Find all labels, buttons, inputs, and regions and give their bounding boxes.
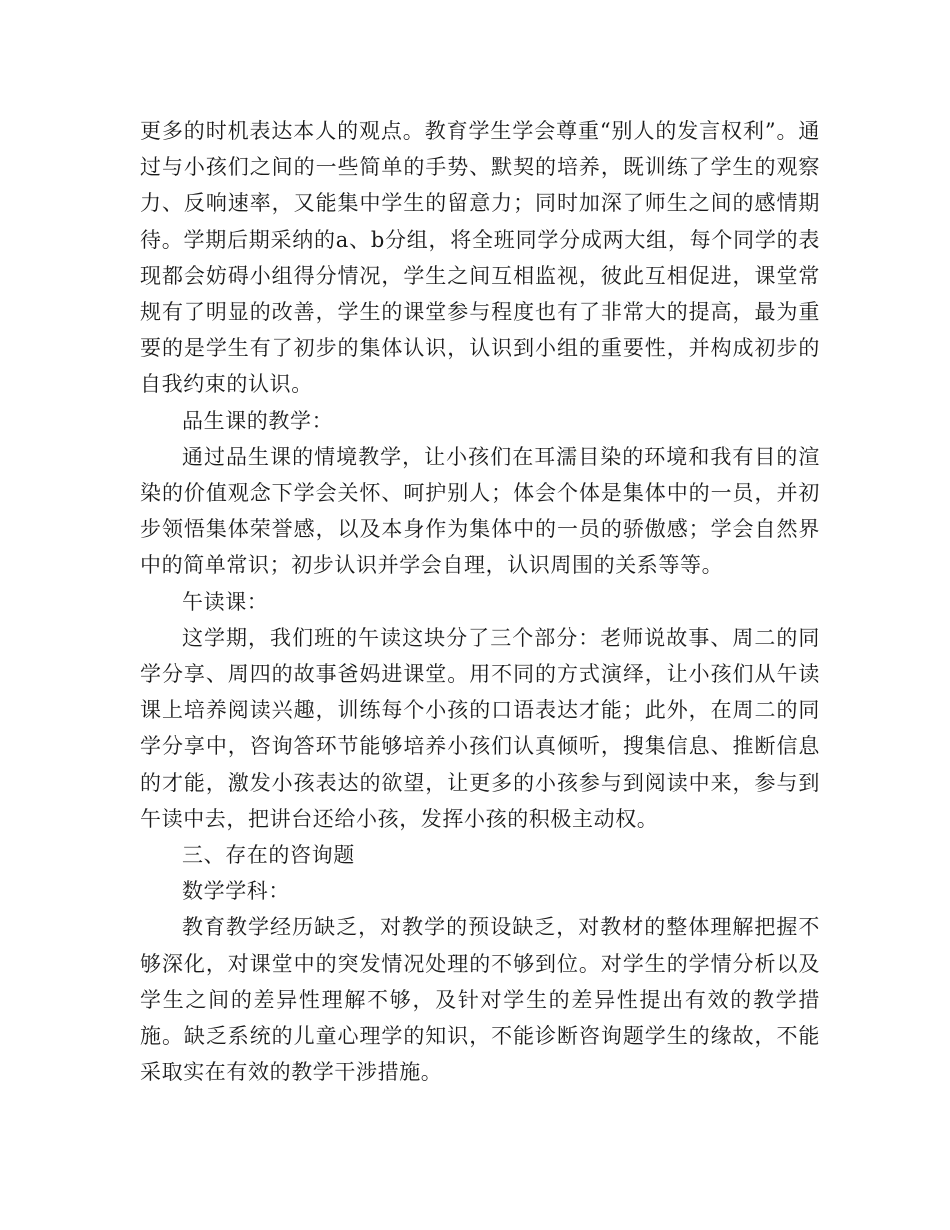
paragraph-noon-reading: 这学期，我们班的午读这块分了三个部分：老师说故事、周二的同学分享、周四的故事爸妈进课堂。用不同的方式演绎，让小孩们从午读课上培养阅读兴趣，训练每个小孩的口语表达才能；此外，在周二的同学分享中，咨询答环节能够培养小孩们认真倾听，搜集信息、推断信息的才能，激发小孩表达的欲望，让更多的小孩参与到阅读中来，参与到午读中去，把讲台还给小孩，发挥小孩的积极主动权。 — [140, 625, 820, 831]
heading-noon-reading: 午读课： — [182, 589, 269, 614]
heading-moral-life-class: 品生课的教学： — [182, 408, 334, 433]
heading-math-subject: 数学学科： — [182, 879, 290, 904]
paragraph-math-subject: 教育教学经历缺乏，对教学的预设缺乏，对教材的整体理解把握不够深化，对课堂中的突发情况处理的不够到位。对学生的学情分析以及学生之间的差异性理解不够，及针对学生的差异性提出有效的教学措施。缺乏系统的儿童心理学的知识，不能诊断咨询题学生的缘故，不能采取实在有效的教学干涉措施。 — [140, 915, 820, 1085]
paragraph-1: 更多的时机表达本人的观点。教育学生学会尊重“别人的发言权利”。通过与小孩们之间的一些简单的手势、默契的培养，既训练了学生的观察力、反响速率，又能集中学生的留意力；同时加深了师生之间的感情期待。学期后期采纳的a、b分组，将全班同学分成两大组，每个同学的表现都会妨碍小组得分情况，学生之间互相监视，彼此互相促进，课堂常规有了明显的改善，学生的课堂参与程度也有了非常大的提高，最为重要的是学生有了初步的集体认识，认识到小组的重要性，并构成初步的自我约束的认识。 — [140, 119, 820, 397]
heading-existing-problems: 三、存在的咨询题 — [182, 843, 355, 868]
document-body — [140, 113, 820, 1090]
paragraph-moral-life-class: 通过品生课的情境教学，让小孩们在耳濡目染的环境和我有目的渲染的价值观念下学会关怀、呵护别人；体会个体是集体中的一员，并初步领悟集体荣誉感，以及本身作为集体中的一员的骄傲感；学会自然界中的简单常识；初步认识并学会自理，认识周围的关系等等。 — [140, 444, 820, 578]
